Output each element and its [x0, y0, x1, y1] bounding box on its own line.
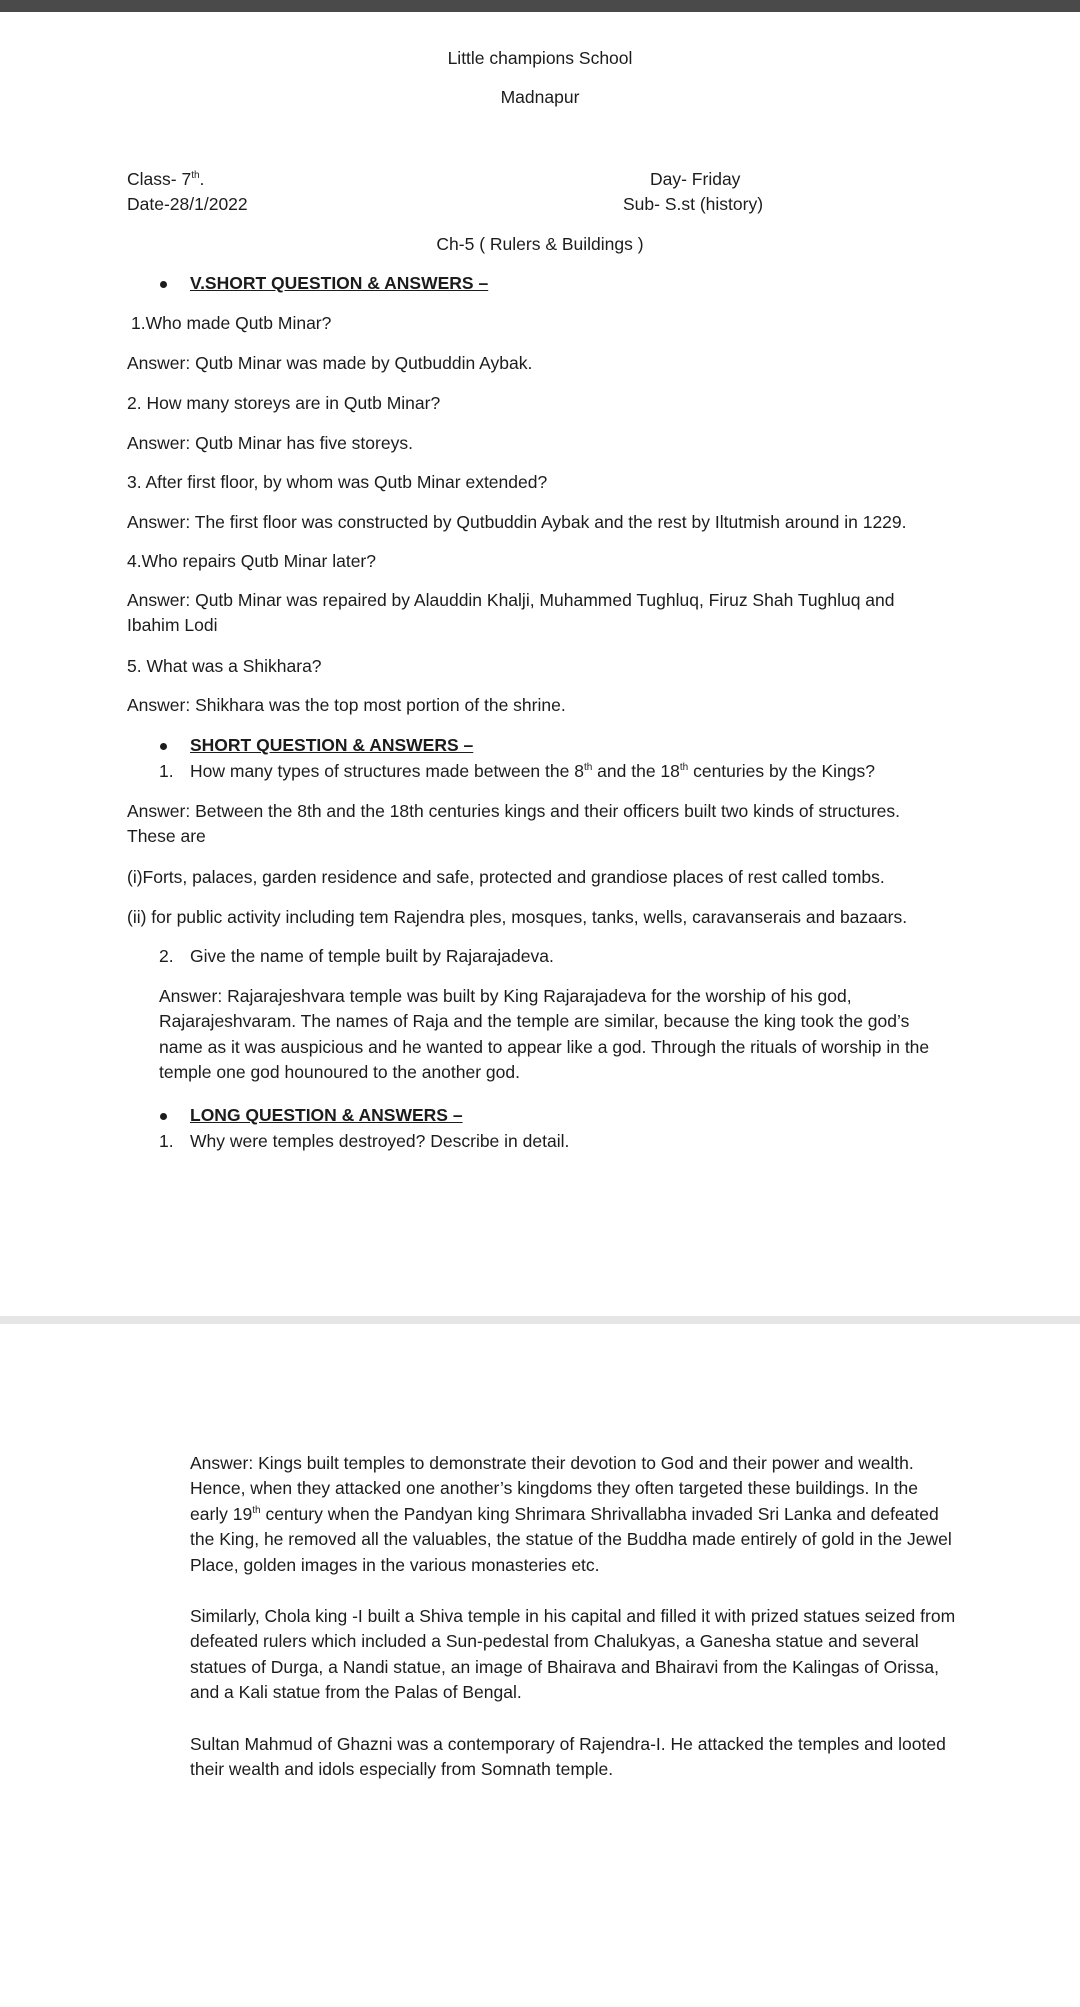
answer: Answer: Rajarajeshvara temple was built by King Rajarajadeva for the worship of his god, Rajarajeshvaram. The names of Raja and the temple are similar, because the king took the god’s name as it was auspicious and he wanted to appear like a god. Through the rituals of worship in the temple one god hounoured to the another god. — [159, 986, 930, 1083]
answer-paragraph: Answer: Kings built temples to demonstrate their devotion to God and their power and wealth. Hence, when they attacked one another’s kingdoms they often targeted these buildings. In the early 19th century when the Pandyan king Shrimara Shrivallabha invaded Sri Lanka and defeated the King, he removed all the valuables, the statue of the Buddha made entirely of gold in the Jewel Place, golden images in the various monasteries etc. — [190, 1453, 952, 1575]
question: 4.Who repairs Qutb Minar later? — [127, 551, 376, 571]
answer-paragraph: Similarly, Chola king -I built a Shiva temple in his capital and filled it with prized statues seized from defeated rulers which included a Sun-pedestal from Chalukyas, a Ganesha statue and several statues of Durga, a Nandi statue, an image of Bhairava and Bhairavi from the Kalingas of Orissa, and a Kali statue from the Palas of Bengal. — [190, 1606, 956, 1703]
very-short-heading: V.SHORT QUESTION & ANSWERS – — [190, 273, 489, 293]
viewer-top-bar — [0, 0, 1080, 12]
question: 5. What was a Shikhara? — [127, 656, 322, 676]
date-label: Date-28/1/2022 — [127, 194, 248, 214]
bullet — [160, 743, 167, 750]
answer: Answer: Qutb Minar has five storeys. — [127, 433, 413, 453]
document-page-1 — [0, 12, 1080, 1316]
short-heading: SHORT QUESTION & ANSWERS – — [190, 735, 474, 755]
document-page-2 — [0, 1324, 1080, 2007]
list-number: 2. — [159, 946, 174, 966]
day-label: Day- Friday — [650, 169, 741, 189]
answer-point: (ii) for public activity including tem Rajendra ples, mosques, tanks, wells, caravanserais and bazaars. — [127, 907, 908, 927]
question: How many types of structures made between the 8th and the 18th centuries by the Kings? — [190, 761, 875, 781]
answer: Answer: The first floor was constructed by Qutbuddin Aybak and the rest by Iltutmish around in 1229. — [127, 512, 907, 532]
question: 3. After first floor, by whom was Qutb Minar extended? — [127, 472, 548, 492]
answer: Answer: Shikhara was the top most portion of the shrine. — [127, 695, 566, 715]
question: 1.Who made Qutb Minar? — [131, 313, 332, 333]
school-place: Madnapur — [500, 87, 580, 107]
question: Why were temples destroyed? Describe in detail. — [190, 1131, 570, 1151]
page-separator — [0, 1316, 1080, 1324]
question: Give the name of temple built by Rajarajadeva. — [190, 946, 554, 966]
question: 2. How many storeys are in Qutb Minar? — [127, 393, 441, 413]
class-label: Class- 7th. — [127, 169, 205, 189]
answer: Answer: Between the 8th and the 18th centuries kings and their officers built two kinds of structures. These are — [127, 801, 901, 847]
answer: Answer: Qutb Minar was repaired by Alauddin Khalji, Muhammed Tughluq, Firuz Shah Tughluq and Ibahim Lodi — [127, 590, 895, 636]
subject-label: Sub- S.st (history) — [623, 194, 764, 214]
answer: Answer: Qutb Minar was made by Qutbuddin Aybak. — [127, 353, 533, 373]
long-heading: LONG QUESTION & ANSWERS – — [190, 1105, 463, 1125]
bullet — [160, 1113, 167, 1120]
answer-point: (i)Forts, palaces, garden residence and safe, protected and grandiose places of rest called tombs. — [127, 867, 885, 887]
school-name: Little champions School — [447, 48, 633, 68]
chapter-title: Ch-5 ( Rulers & Buildings ) — [436, 234, 644, 254]
bullet — [160, 281, 167, 288]
list-number: 1. — [159, 761, 174, 781]
answer-paragraph: Sultan Mahmud of Ghazni was a contemporary of Rajendra-I. He attacked the temples and looted their wealth and idols especially from Somnath temple. — [190, 1734, 946, 1780]
list-number: 1. — [159, 1131, 174, 1151]
